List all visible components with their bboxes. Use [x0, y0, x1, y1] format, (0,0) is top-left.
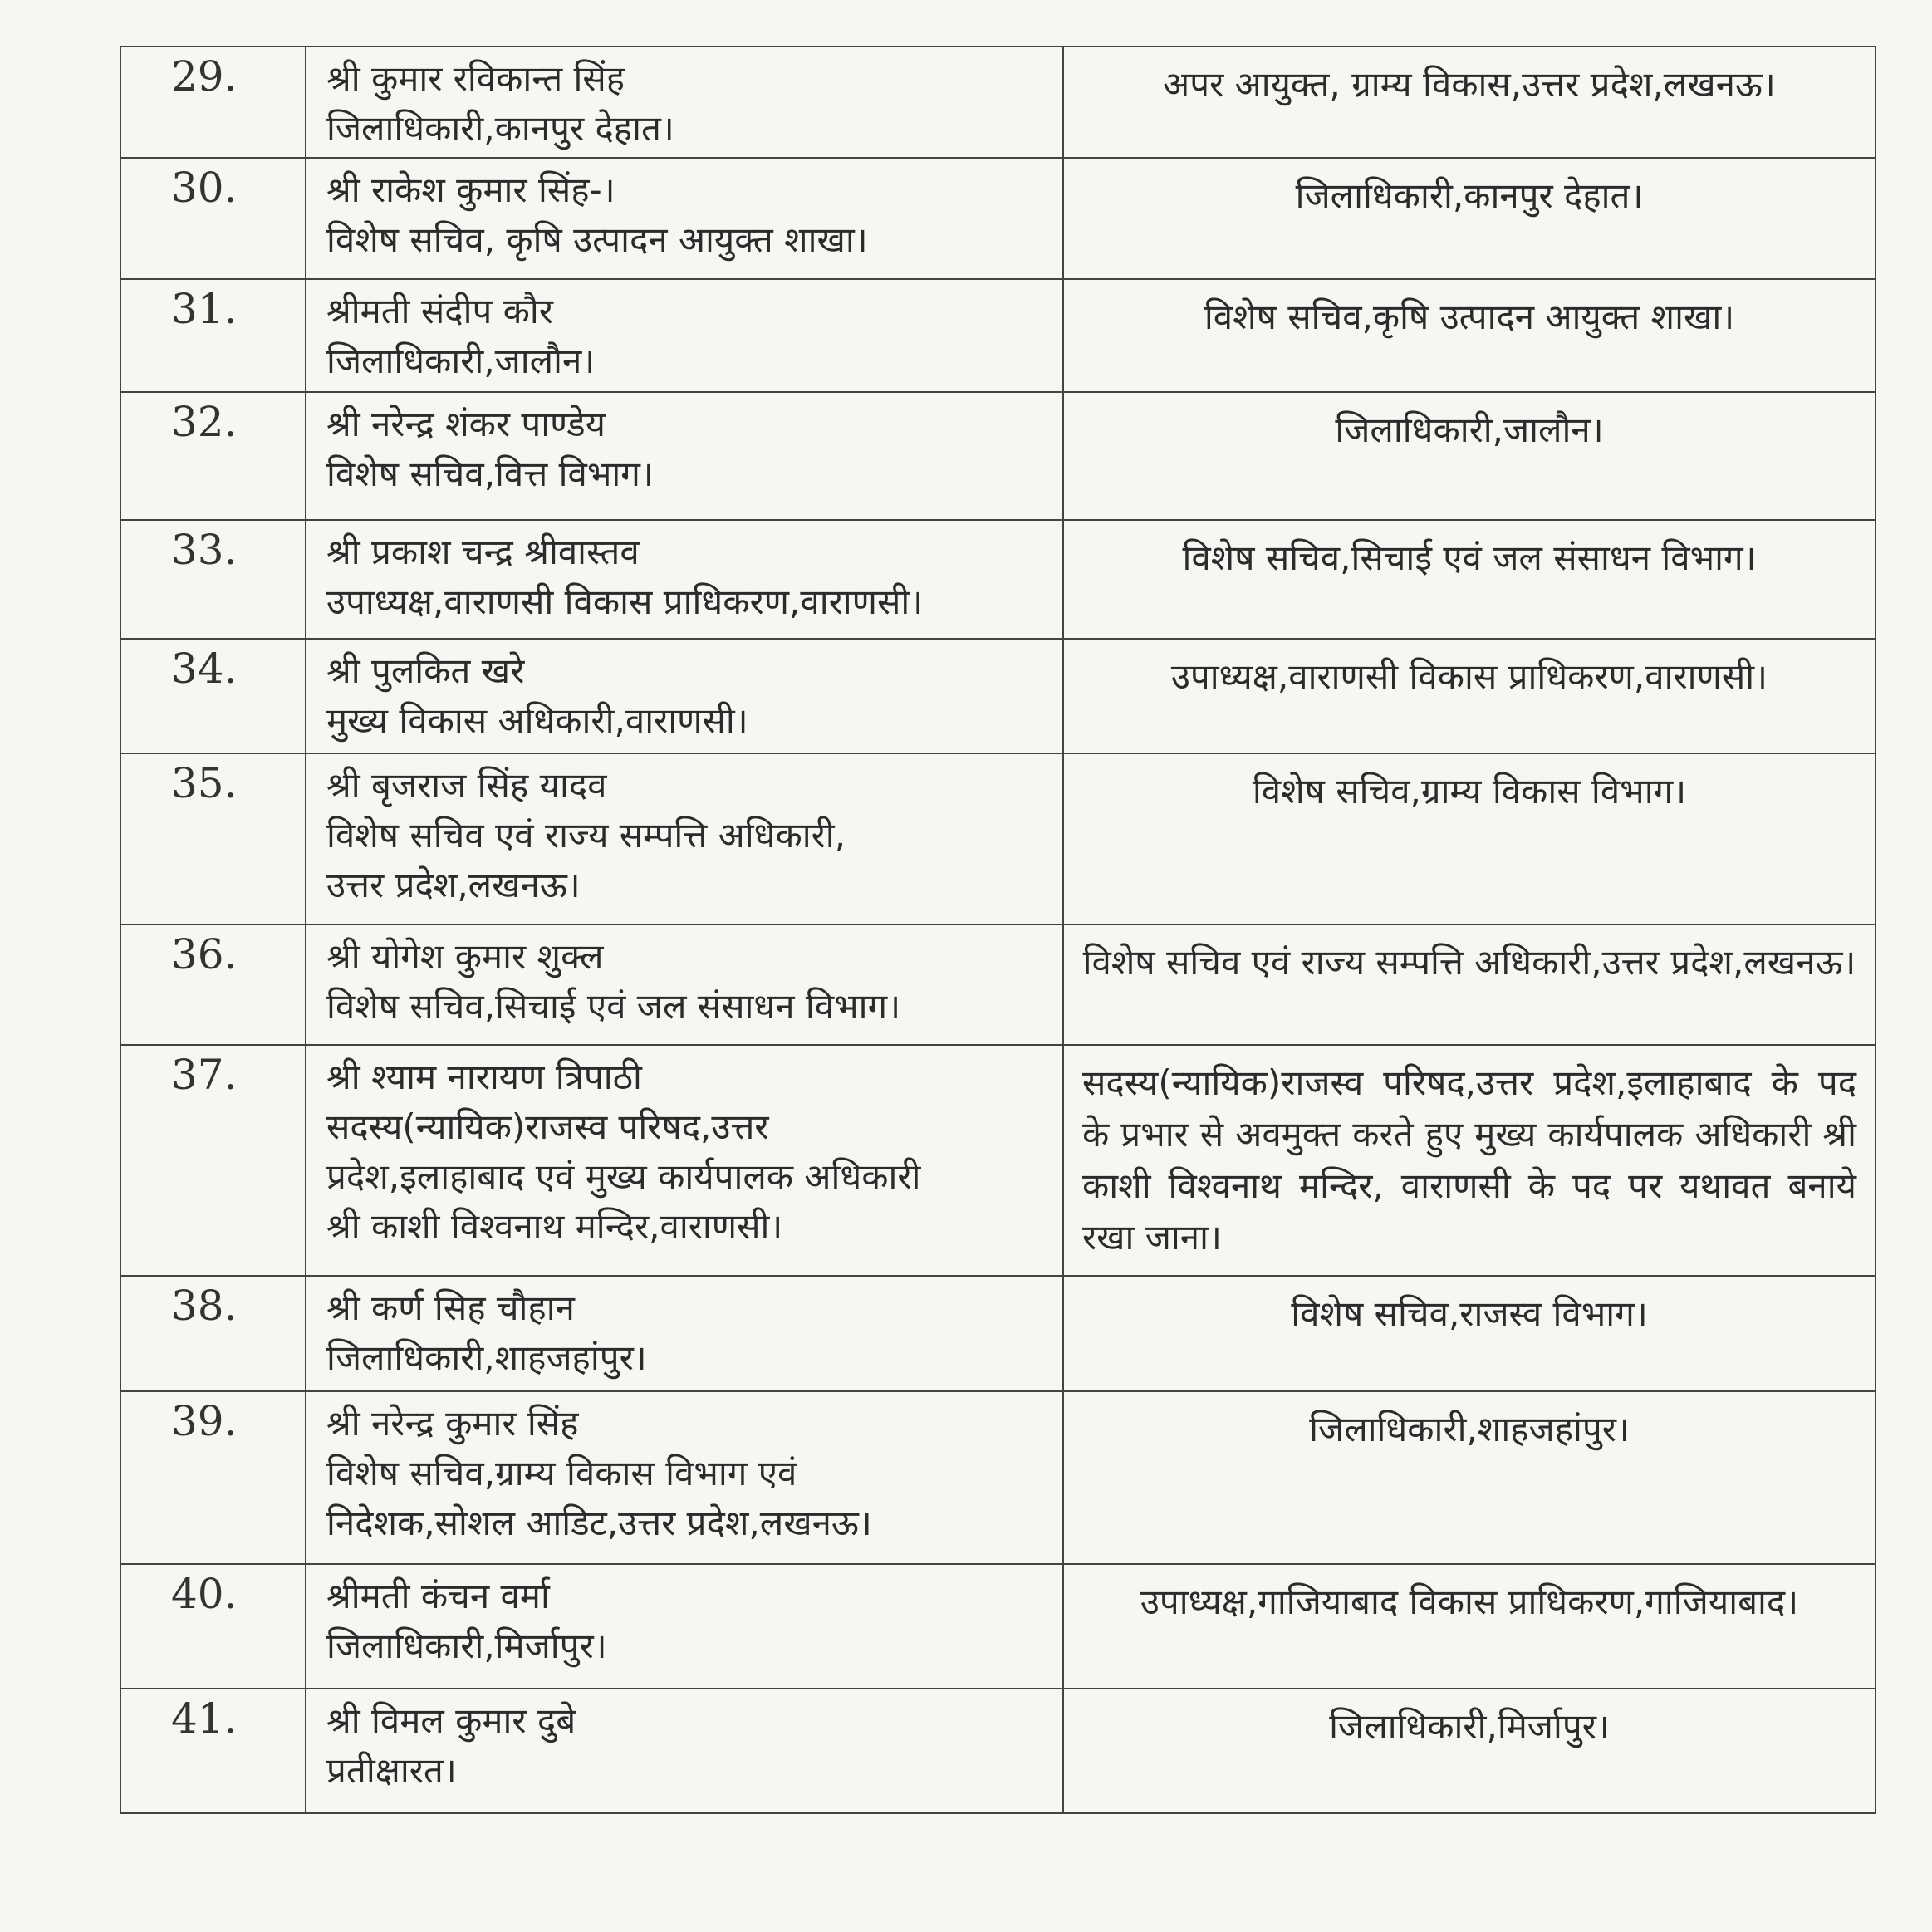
table-row	[120, 392, 1876, 520]
serial-number: 41.	[120, 1689, 306, 1813]
current-post: प्रतीक्षारत।	[326, 1750, 457, 1791]
current-post: श्री काशी विश्वनाथ मन्दिर,वाराणसी।	[326, 1206, 783, 1247]
officer-cell	[306, 47, 1063, 158]
officer-name: श्री नरेन्द्र कुमार सिंह	[326, 1403, 579, 1444]
new-post: विशेष सचिव,ग्राम्य विकास विभाग।	[1063, 753, 1876, 924]
table-row	[120, 639, 1876, 753]
table-row	[120, 1276, 1876, 1391]
new-post: विशेष सचिव एवं राज्य सम्पत्ति अधिकारी,उत्तर प्रदेश,लखनऊ।	[1063, 924, 1876, 1045]
current-post: विशेष सचिव,सिचाई एवं जल संसाधन विभाग।	[326, 986, 901, 1027]
current-post: निदेशक,सोशल आडिट,उत्तर प्रदेश,लखनऊ।	[326, 1503, 872, 1543]
officer-cell	[306, 1689, 1063, 1813]
current-post: विशेष सचिव एवं राज्य सम्पत्ति अधिकारी,	[326, 815, 846, 856]
new-post: जिलाधिकारी,शाहजहांपुर।	[1063, 1391, 1876, 1564]
table-row	[120, 279, 1876, 392]
officer-name: श्री राकेश कुमार सिंह-।	[326, 169, 615, 210]
current-post: प्रदेश,इलाहाबाद एवं मुख्य कार्यपालक अधिकारी	[326, 1156, 921, 1197]
new-post: विशेष सचिव,कृषि उत्पादन आयुक्त शाखा।	[1063, 279, 1876, 392]
officer-cell	[306, 1564, 1063, 1689]
new-post: विशेष सचिव,राजस्व विभाग।	[1063, 1276, 1876, 1391]
current-post: जिलाधिकारी,जालौन।	[326, 341, 596, 381]
officer-cell	[306, 1391, 1063, 1564]
new-post: जिलाधिकारी,कानपुर देहात।	[1063, 158, 1876, 279]
table-row	[120, 520, 1876, 639]
officer-name: श्रीमती संदीप कौर	[326, 291, 553, 331]
serial-number: 36.	[120, 924, 306, 1045]
current-post: विशेष सचिव,ग्राम्य विकास विभाग एवं	[326, 1453, 797, 1493]
new-post: उपाध्यक्ष,वाराणसी विकास प्राधिकरण,वाराणसी।	[1063, 639, 1876, 753]
serial-number: 31.	[120, 279, 306, 392]
table-row	[120, 924, 1876, 1045]
current-post: जिलाधिकारी,कानपुर देहात।	[326, 108, 674, 149]
table-row	[120, 753, 1876, 924]
serial-number: 33.	[120, 520, 306, 639]
officer-cell	[306, 924, 1063, 1045]
transfer-table	[120, 46, 1876, 1814]
serial-number: 38.	[120, 1276, 306, 1391]
officer-cell	[306, 1276, 1063, 1391]
officer-name: श्री पुलकित खरे	[326, 650, 525, 691]
new-post: विशेष सचिव,सिचाई एवं जल संसाधन विभाग।	[1063, 520, 1876, 639]
officer-cell	[306, 520, 1063, 639]
new-post: उपाध्यक्ष,गाजियाबाद विकास प्राधिकरण,गाजियाबाद।	[1063, 1564, 1876, 1689]
officer-name: श्री श्याम नारायण त्रिपाठी	[326, 1057, 642, 1097]
officer-cell	[306, 639, 1063, 753]
serial-number: 34.	[120, 639, 306, 753]
table-row	[120, 1045, 1876, 1276]
officer-cell	[306, 392, 1063, 520]
officer-cell	[306, 158, 1063, 279]
new-post: अपर आयुक्त, ग्राम्य विकास,उत्तर प्रदेश,लखनऊ।	[1063, 47, 1876, 158]
serial-number: 29.	[120, 47, 306, 158]
current-post: विशेष सचिव,वित्त विभाग।	[326, 454, 654, 494]
current-post: उपाध्यक्ष,वाराणसी विकास प्राधिकरण,वाराणसी।	[326, 581, 924, 622]
table-row	[120, 1689, 1876, 1813]
table-row	[120, 1564, 1876, 1689]
new-post: जिलाधिकारी,जालौन।	[1063, 392, 1876, 520]
new-post: जिलाधिकारी,मिर्जापुर।	[1063, 1689, 1876, 1813]
table-row	[120, 158, 1876, 279]
current-post: सदस्य(न्यायिक)राजस्व परिषद,उत्तर	[326, 1106, 769, 1147]
serial-number: 37.	[120, 1045, 306, 1276]
serial-number: 30.	[120, 158, 306, 279]
table-row	[120, 47, 1876, 158]
serial-number: 35.	[120, 753, 306, 924]
current-post: मुख्य विकास अधिकारी,वाराणसी।	[326, 700, 748, 741]
officer-name: श्री नरेन्द्र शंकर पाण्डेय	[326, 404, 606, 444]
officer-name: श्री बृजराज सिंह यादव	[326, 765, 607, 806]
officer-name: श्रीमती कंचन वर्मा	[326, 1576, 550, 1616]
current-post: उत्तर प्रदेश,लखनऊ।	[326, 865, 581, 905]
officer-name: श्री कर्ण सिह चौहान	[326, 1287, 575, 1328]
officer-name: श्री प्रकाश चन्द्र श्रीवास्तव	[326, 532, 640, 572]
officer-name: श्री योगेश कुमार शुक्ल	[326, 936, 604, 977]
current-post: जिलाधिकारी,शाहजहांपुर।	[326, 1337, 647, 1378]
officer-name: श्री कुमार रविकान्त सिंह	[326, 58, 625, 99]
new-post: सदस्य(न्यायिक)राजस्व परिषद,उत्तर प्रदेश,इलाहाबाद के पद के प्रभार से अवमुक्त करते हुए मुख्य कार्यपालक अधिकारी श्री काशी विश्वनाथ मन्दिर, वाराणसी के पद पर यथावत बनाये रखा जाना।	[1063, 1045, 1876, 1276]
current-post: जिलाधिकारी,मिर्जापुर।	[326, 1626, 607, 1666]
officer-cell	[306, 279, 1063, 392]
serial-number: 40.	[120, 1564, 306, 1689]
serial-number: 32.	[120, 392, 306, 520]
officer-name: श्री विमल कुमार दुबे	[326, 1700, 576, 1741]
table-row	[120, 1391, 1876, 1564]
officer-cell	[306, 1045, 1063, 1276]
current-post: विशेष सचिव, कृषि उत्पादन आयुक्त शाखा।	[326, 219, 868, 260]
officer-cell	[306, 753, 1063, 924]
serial-number: 39.	[120, 1391, 306, 1564]
